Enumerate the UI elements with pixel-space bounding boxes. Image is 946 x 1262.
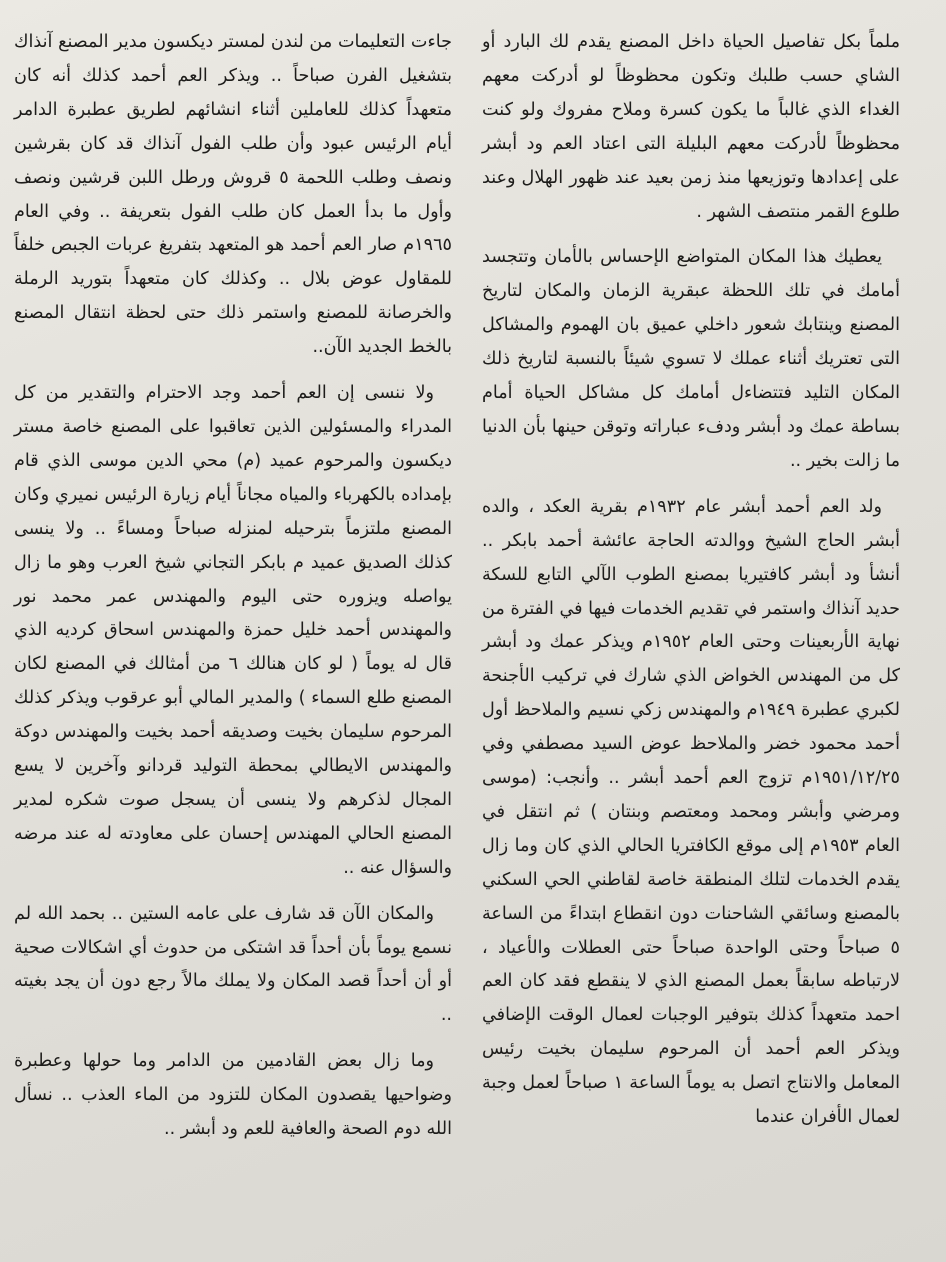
paragraph: يعطيك هذا المكان المتواضع الإحساس بالأمان وتتجسد أمامك في تلك اللحظة عبقرية الزمان والمكان لتاريخ المصنع وينتابك شعور داخلي عميق بان الهموم والمشاكل التى تعتريك أثناء عملك لا تسوي شيئاً بالنسبة لتاريخ ذلك المكان التليد فتتضاءل أمامك كل مشاكل الحياة أمام بساطة عمك ود أبشر ودفء عباراته وتوقن حينها بأن الدنيا ما زالت بخير .. bbox=[482, 247, 900, 471]
left-column bbox=[14, 26, 452, 1159]
paragraph: ولد العم أحمد أبشر عام ١٩٣٢م بقرية العكد ، والده أبشر الحاج الشيخ ووالدته الحاجة عائشة أحمد بابكر .. أنشأ ود أبشر كافتيريا بمصنع الطوب الآلي التابع للسكة حديد آنذاك واستمر في تقديم الخدمات فيها في الفترة من نهاية الأربعينات وحتى العام ١٩٥٢م ويذكر عمك ود أبشر كل من المهندس الخواض الذي شارك في تركيب الأجنحة لكبري عطبرة ١٩٤٩م والمهندس زكي نسيم والملاحظ أول أحمد محمود خضر والملاحظ عوض السيد مصطفي وفي ١٩٥١/١٢/٢٥م تزوج العم أحمد أبشر .. وأنجب: (موسى ومرضي وأبشر ومحمد ومعتصم وبنتان ) ثم انتقل في العام ١٩٥٣م إلى موقع الكافتريا الحالي الذي كان وما زال يقدم الخدمات لتلك المنطقة خاصة لقاطني الحي السكني بالمصنع وسائقي الشاحنات دون انقطاع ابتداءً من الساعة ٥ صباحاً وحتى الواحدة صباحاً حتى العطلات والأعياد ، لارتباطه سابقاً بعمل المصنع الذي لا ينقطع فقد كان العم احمد متعهداً كذلك بتوفير الوجبات لعمال الوقت الإضافي ويذكر العم أحمد أن المرحوم سليمان بخيت رئيس المعامل والانتاج اتصل به يوماً الساعة ١ صباحاً لعمل وجبة لعمال الأفران عندما bbox=[482, 496, 900, 1128]
paragraph: ملماً بكل تفاصيل الحياة داخل المصنع يقدم لك البارد أو الشاي حسب طلبك وتكون محظوظاً لو أدركت معهم الغداء الذي غالباً ما يكون كسرة وملاح مفروك ولو كنت محظوظاً لأدركت معهم البليلة التى اعتاد العم ود أبشر على إعدادها وتوزيعها منذ زمن بعيد عند ظهور الهلال وعند طلوع القمر منتصف الشهر . bbox=[482, 32, 900, 222]
paragraph: والمكان الآن قد شارف على عامه الستين .. بحمد الله لم نسمع يوماً بأن أحداً قد اشتكى من حدوث أي اشكالات صحية أو أن أحداً قصد المكان ولا يملك مالاً رجع دون أن يجد بغيته .. bbox=[14, 903, 452, 1026]
paragraph: ولا ننسى إن العم أحمد وجد الاحترام والتقدير من كل المدراء والمسئولين الذين تعاقبوا على المصنع خاصة مستر ديكسون والمرحوم عميد (م) محي الدين موسى الذي قام بإمداده بالكهرباء والمياه مجاناً أيام زيارة الرئيس نميري وكان المصنع ملتزماً بترحيله لمنزله صباحاً ومساءً .. ولا ينسى كذلك الصديق عميد م بابكر التجاني شيخ العرب وهو ما زال يواصله ويزوره حتى اليوم والمهندس عمر محمد نور والمهندس أحمد خليل حمزة والمهندس اسحاق كرديه الذي قال له يوماً ( لو كان هنالك ٦ من أمثالك في المصنع لكان المصنع طلع السماء ) والمدير المالي أبو عرقوب ويذكر كذلك المرحوم سليمان بخيت وصديقه أحمد بخيت والمهندس دوكة والمهندس الايطالي بمحطة التوليد قردانو وآخرين لا يسع المجال لذكرهم ولا ينسى أن يسجل صوت شكره لمدير المصنع الحالي المهندس إحسان على معاودته له عند مرضه والسؤال عنه .. bbox=[14, 383, 453, 878]
paragraph: جاءت التعليمات من لندن لمستر ديكسون مدير المصنع آنذاك بتشغيل الفرن صباحاً .. ويذكر العم أحمد كذلك أنه كان متعهداً كذلك للعاملين أثناء انشائهم لطريق عطبرة الدامر أيام الرئيس عبود وأن طلب الفول آنذاك قد كان بقرشين ونصف وطلب اللحمة ٥ قروش ورطل اللبن قرشين ونصف وأول ما بدأ العمل كان طلب الفول بتعريفة .. وفي العام ١٩٦٥م صار العم أحمد هو المتعهد بتفريغ عربات الجبص خلفاً للمقاول عوض بلال .. وكذلك كان متعهداً بتوريد الرملة والخرصانة للمصنع واستمر ذلك حتى لحظة انتقال المصنع بالخط الجديد الآن.. bbox=[14, 32, 452, 358]
right-column bbox=[482, 26, 900, 1147]
paragraph: وما زال بعض القادمين من الدامر وما حولها وعطبرة وضواحيها يقصدون المكان للتزود من الماء العذب .. نسأل الله دوم الصحة والعافية للعم ود أبشر .. bbox=[14, 1051, 452, 1140]
